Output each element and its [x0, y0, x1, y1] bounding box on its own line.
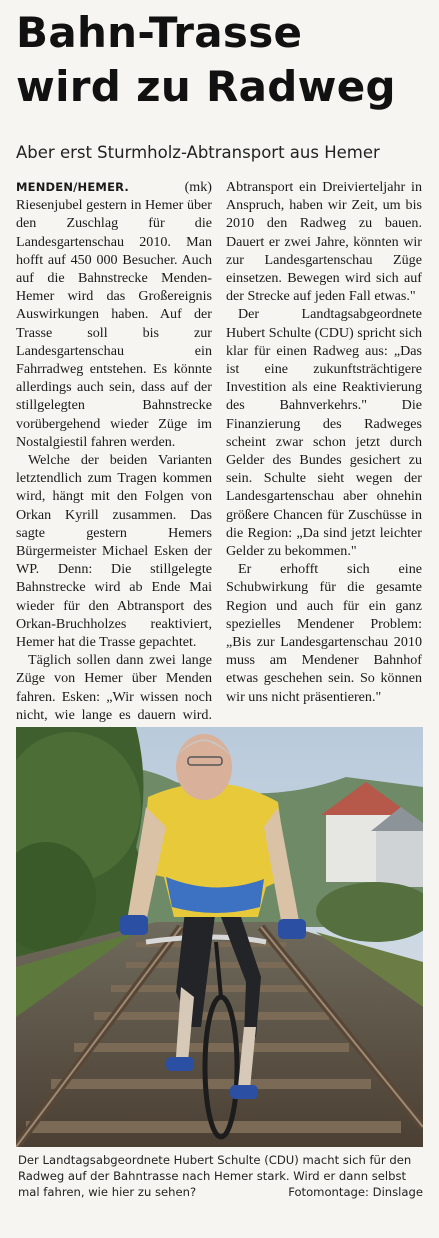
photo-credit: Fotomontage: Dinslage	[288, 1185, 423, 1199]
dateline: MENDEN/HEMER.	[16, 180, 129, 194]
headline-line-1: Bahn-Trasse	[16, 8, 303, 57]
subheadline: Aber erst Sturmholz-Abtransport aus Hemer	[16, 143, 380, 162]
article-paragraph: Täglich sollen dann zwei lange Züge von Hemer über Menden fahren. Esken: „Wir wissen noch nicht, wie lange es dauern wird.	[16, 652, 212, 723]
paragraph-text: (mk) Riesenjubel gestern in Hemer über den Zuschlag für die Landesgartenschau 2010. Man hofft auf 450 000 Besucher. Auch auf die Bahnstrecke Menden-Hemer wird das Großereignis Auswirkungen haben. Auf der Trasse soll bis zur Landesgartenschau ein Fahrradweg entstehen. Es könnte allerdings auch sein, dass auf der stillgelegten Bahnstrecke vorübergehend wieder Züge im Nostalgiestil fahren werden.	[16, 179, 212, 450]
photo-caption	[18, 1152, 423, 1200]
headline	[16, 6, 431, 114]
article-paragraph	[16, 178, 212, 451]
article-paragraph: Welche der beiden Varianten letztendlich zum Tragen kommen wird, hängt mit den Folgen von Orkan Kyrill zusammen. Das sagte gestern Hemers Bürgermeister Michael Esken der WP. Denn: Die stillgelegte Bahnstrecke wird ab Ende Mai wieder für den Abtransport des Orkan-Bruchholzes reaktiviert, Hemer hat die Trasse gepachtet.	[16, 452, 212, 651]
photo-montage-cyclist	[16, 727, 423, 1147]
article-paragraph: Er erhofft sich eine Schubwirkung für die gesamte Region und auch für ein ganz spezielles Mendener Problem: „Bis zur Landesgartenschau 2010 muss am Mendener Bahnhof etwas geschehen sein. So können wir uns nicht präsentieren."	[226, 561, 422, 705]
article-column-2	[226, 178, 422, 706]
article-column-1	[16, 178, 212, 742]
article-paragraph: Der Landtagsabgeordnete Hubert Schulte (CDU) spricht sich klar für einen Radweg aus: „Das ist eine zukunftsträchtigere Investition als eine Reaktivierung des Bahnverkehrs." Die Finanzierung des Radweges scheint zwar schon jetzt durch Gelder des Bundes gesichert zu sein. Schulte sieht wegen der Landesgartenschau aber ohnehin größere Chancen für Zuschüsse in die Region: „Da sind jetzt leichter Gelder zu bekommen."	[226, 306, 422, 560]
headline-line-2: wird zu Radweg	[16, 62, 396, 111]
article-paragraph: Abtransport ein Dreivierteljahr in Anspruch, haben wir Zeit, um bis 2010 den Radweg zu bauen. Dauert er zwei Jahre, könnten wir zur Landesgartenschau Züge einsetzen. Bewegen wird sich auf der Strecke auf jeden Fall etwas."	[226, 179, 422, 305]
caption-text: Der Landtagsabgeordnete Hubert Schulte (CDU) macht sich für den Radweg auf der Bahntrasse nach Hemer stark. Wird er dann selbst mal fahren, wie hier zu sehen?	[18, 1153, 412, 1199]
